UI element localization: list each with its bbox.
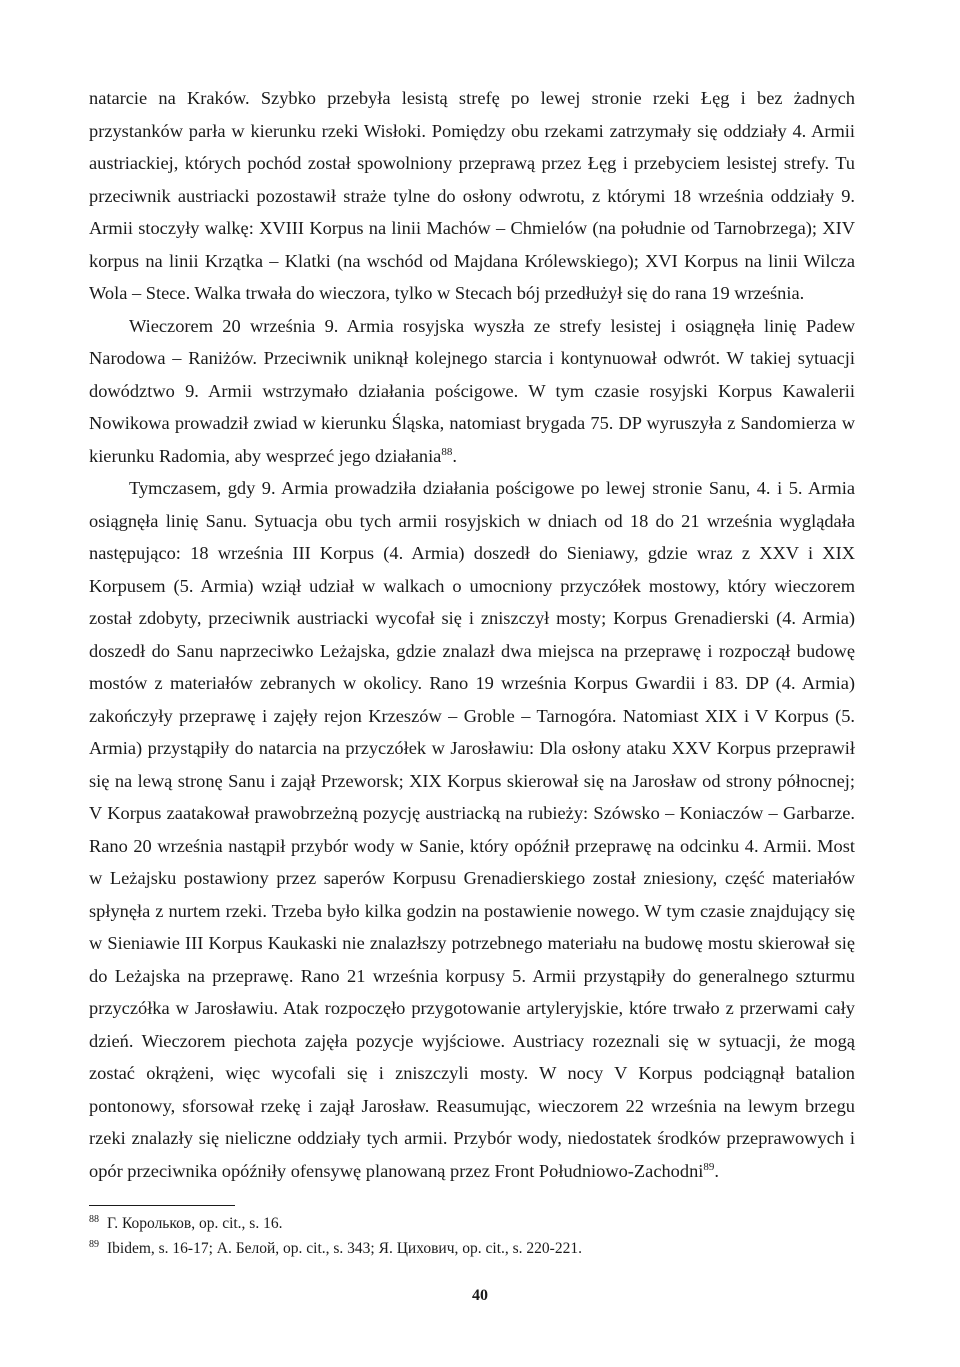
- footnote-text: Ibidem, s. 16-17; А. Белой, op. cit., s. 343; Я. Цихович, op. cit., s. 220-221.: [107, 1240, 582, 1257]
- paragraph-2: [89, 310, 855, 473]
- footnote-ref-89[interactable]: 89: [703, 1160, 715, 1173]
- footnote-88: [89, 1211, 855, 1236]
- main-text: [89, 82, 855, 1187]
- paragraph-1-text: natarcie na Kraków. Szybko przebyła lesistą strefę po lewej stronie rzeki Łęg i bez żadnych przystanków parła w kierunku rzeki Wisłoki. Pomiędzy obu rzekami zatrzymały się oddziały 4. Armii austriackiej, których pochód został spowolniony przeprawą przez Łęg i przebyciem lesistej strefy. Tu przeciwnik austriacki pozostawił straże tylne do osłony odwrotu, z którymi 18 września oddziały 9. Armii stoczyły walkę: XVIII Korpus na linii Machów – Chmielów (na południe od Tarnobrzega); XIV korpus na linii Krzątka – Klatki (na wschód od Majdana Królewskiego); XVI Korpus na linii Wilcza Wola – Stece. Walka trwała do wieczora, tylko w Stecach bój przedłużył się do rana 19 września.: [89, 88, 855, 303]
- paragraph-3-end: .: [714, 1160, 719, 1181]
- footnotes: [89, 1211, 855, 1261]
- footnote-89: [89, 1236, 855, 1261]
- paragraph-2-text: Wieczorem 20 września 9. Armia rosyjska wyszła ze strefy lesistej i osiągnęła linię Padew Narodowa – Raniżów. Przeciwnik uniknął kolejnego starcia i kontynuował odwrót. W takiej sytuacji dowództwo 9. Armii wstrzymało działania pościgowe. W tym czasie rosyjski Korpus Kawalerii Nowikowa prowadził zwiad w kierunku Śląska, natomiast brygada 75. DP wyruszyła z Sandomierza w kierunku Radomia, aby wesprzeć jego działania: [89, 315, 855, 466]
- footnote-ref-88[interactable]: 88: [441, 445, 453, 458]
- page-number: 40: [472, 1287, 488, 1304]
- paragraph-3: [89, 472, 855, 1187]
- paragraph-1: [89, 82, 855, 310]
- paragraph-3-text: Tymczasem, gdy 9. Armia prowadziła działania pościgowe po lewej stronie Sanu, 4. i 5. Armia osiągnęła linię Sanu. Sytuacja obu tych armii rosyjskich w dniach od 18 do 21 września wyglądała następująco: 18 września III Korpus (4. Armia) doszedł do Sieniawy, gdzie wraz z XXV i XIX Korpusem (5. Armia) wziął udział w walkach o umocniony przyczółek mostowy, który wieczorem został zdobyty, przeciwnik austriacki wycofał się i zniszczył mosty; Korpus Grenadierski (4. Armia) doszedł do Sanu naprzeciwko Leżajska, gdzie znalazł dwa miejsca na przeprawę i rozpoczął budowę mostów z materiałów zebranych w okolicy. Rano 19 września Korpus Gwardii i 83. DP (4. Armia) zakończyły przeprawę i zajęły rejon Krzeszów – Groble – Tarnogóra. Natomiast XIX i V Korpus (5. Armia) przystąpiły do natarcia na przyczółek w Jarosławiu: Dla osłony ataku XXV Korpus przeprawił się na lewą stronę Sanu i zajął Przeworsk; XIX Korpus skierował się na Jarosław od strony północnej; V Korpus zaatakował prawobrzeżną pozycję austriacką na rubieży: Szówsko – Koniaczów – Garbarze. Rano 20 września nastąpił przybór wody w Sanie, który opóźnił przeprawę na odcinku 4. Armii. Most w Leżajsku postawiony przez saperów Korpusu Grenadierskiego został zniesiony, część materiałów spłynęła z nurtem rzeki. Trzeba było kilka godzin na postawienie nowego. W tym czasie znajdujący się w Sieniawie III Korpus Kaukaski nie znalazłszy potrzebnego materiału na budowę mostu skierował się do Leżajska na przeprawę. Rano 21 września korpusy 5. Armii przystąpiły do generalnego szturmu przyczółka w Jarosławiu. Atak rozpoczęło przygotowanie artyleryjskie, które trwało z przerwami cały dzień. Wieczorem piechota zajęła pozycje wyjściowe. Austriacy rozeznali się w sytuacji, że mogą zostać okrążeni, więc wycofali się i zniszczyli mosty. W nocy V Korpus podciągnął batalion pontonowy, sforsował rzekę i zajął Jarosław. Reasumując, wieczorem 22 września na lewym brzegu rzeki znalazły się nieliczne oddziały tych armii. Przybór wody, niedostatek środków przeprawowych i opór przeciwnika opóźniły ofensywę planowaną przez Front Południowo-Zachodni: [89, 478, 855, 1181]
- paragraph-2-end: .: [452, 445, 457, 466]
- footnote-text: Г. Корольков, op. cit., s. 16.: [107, 1215, 283, 1232]
- footnote-number: 88: [89, 1213, 99, 1225]
- footnote-number: 89: [89, 1238, 99, 1250]
- footnote-separator: [89, 1205, 235, 1206]
